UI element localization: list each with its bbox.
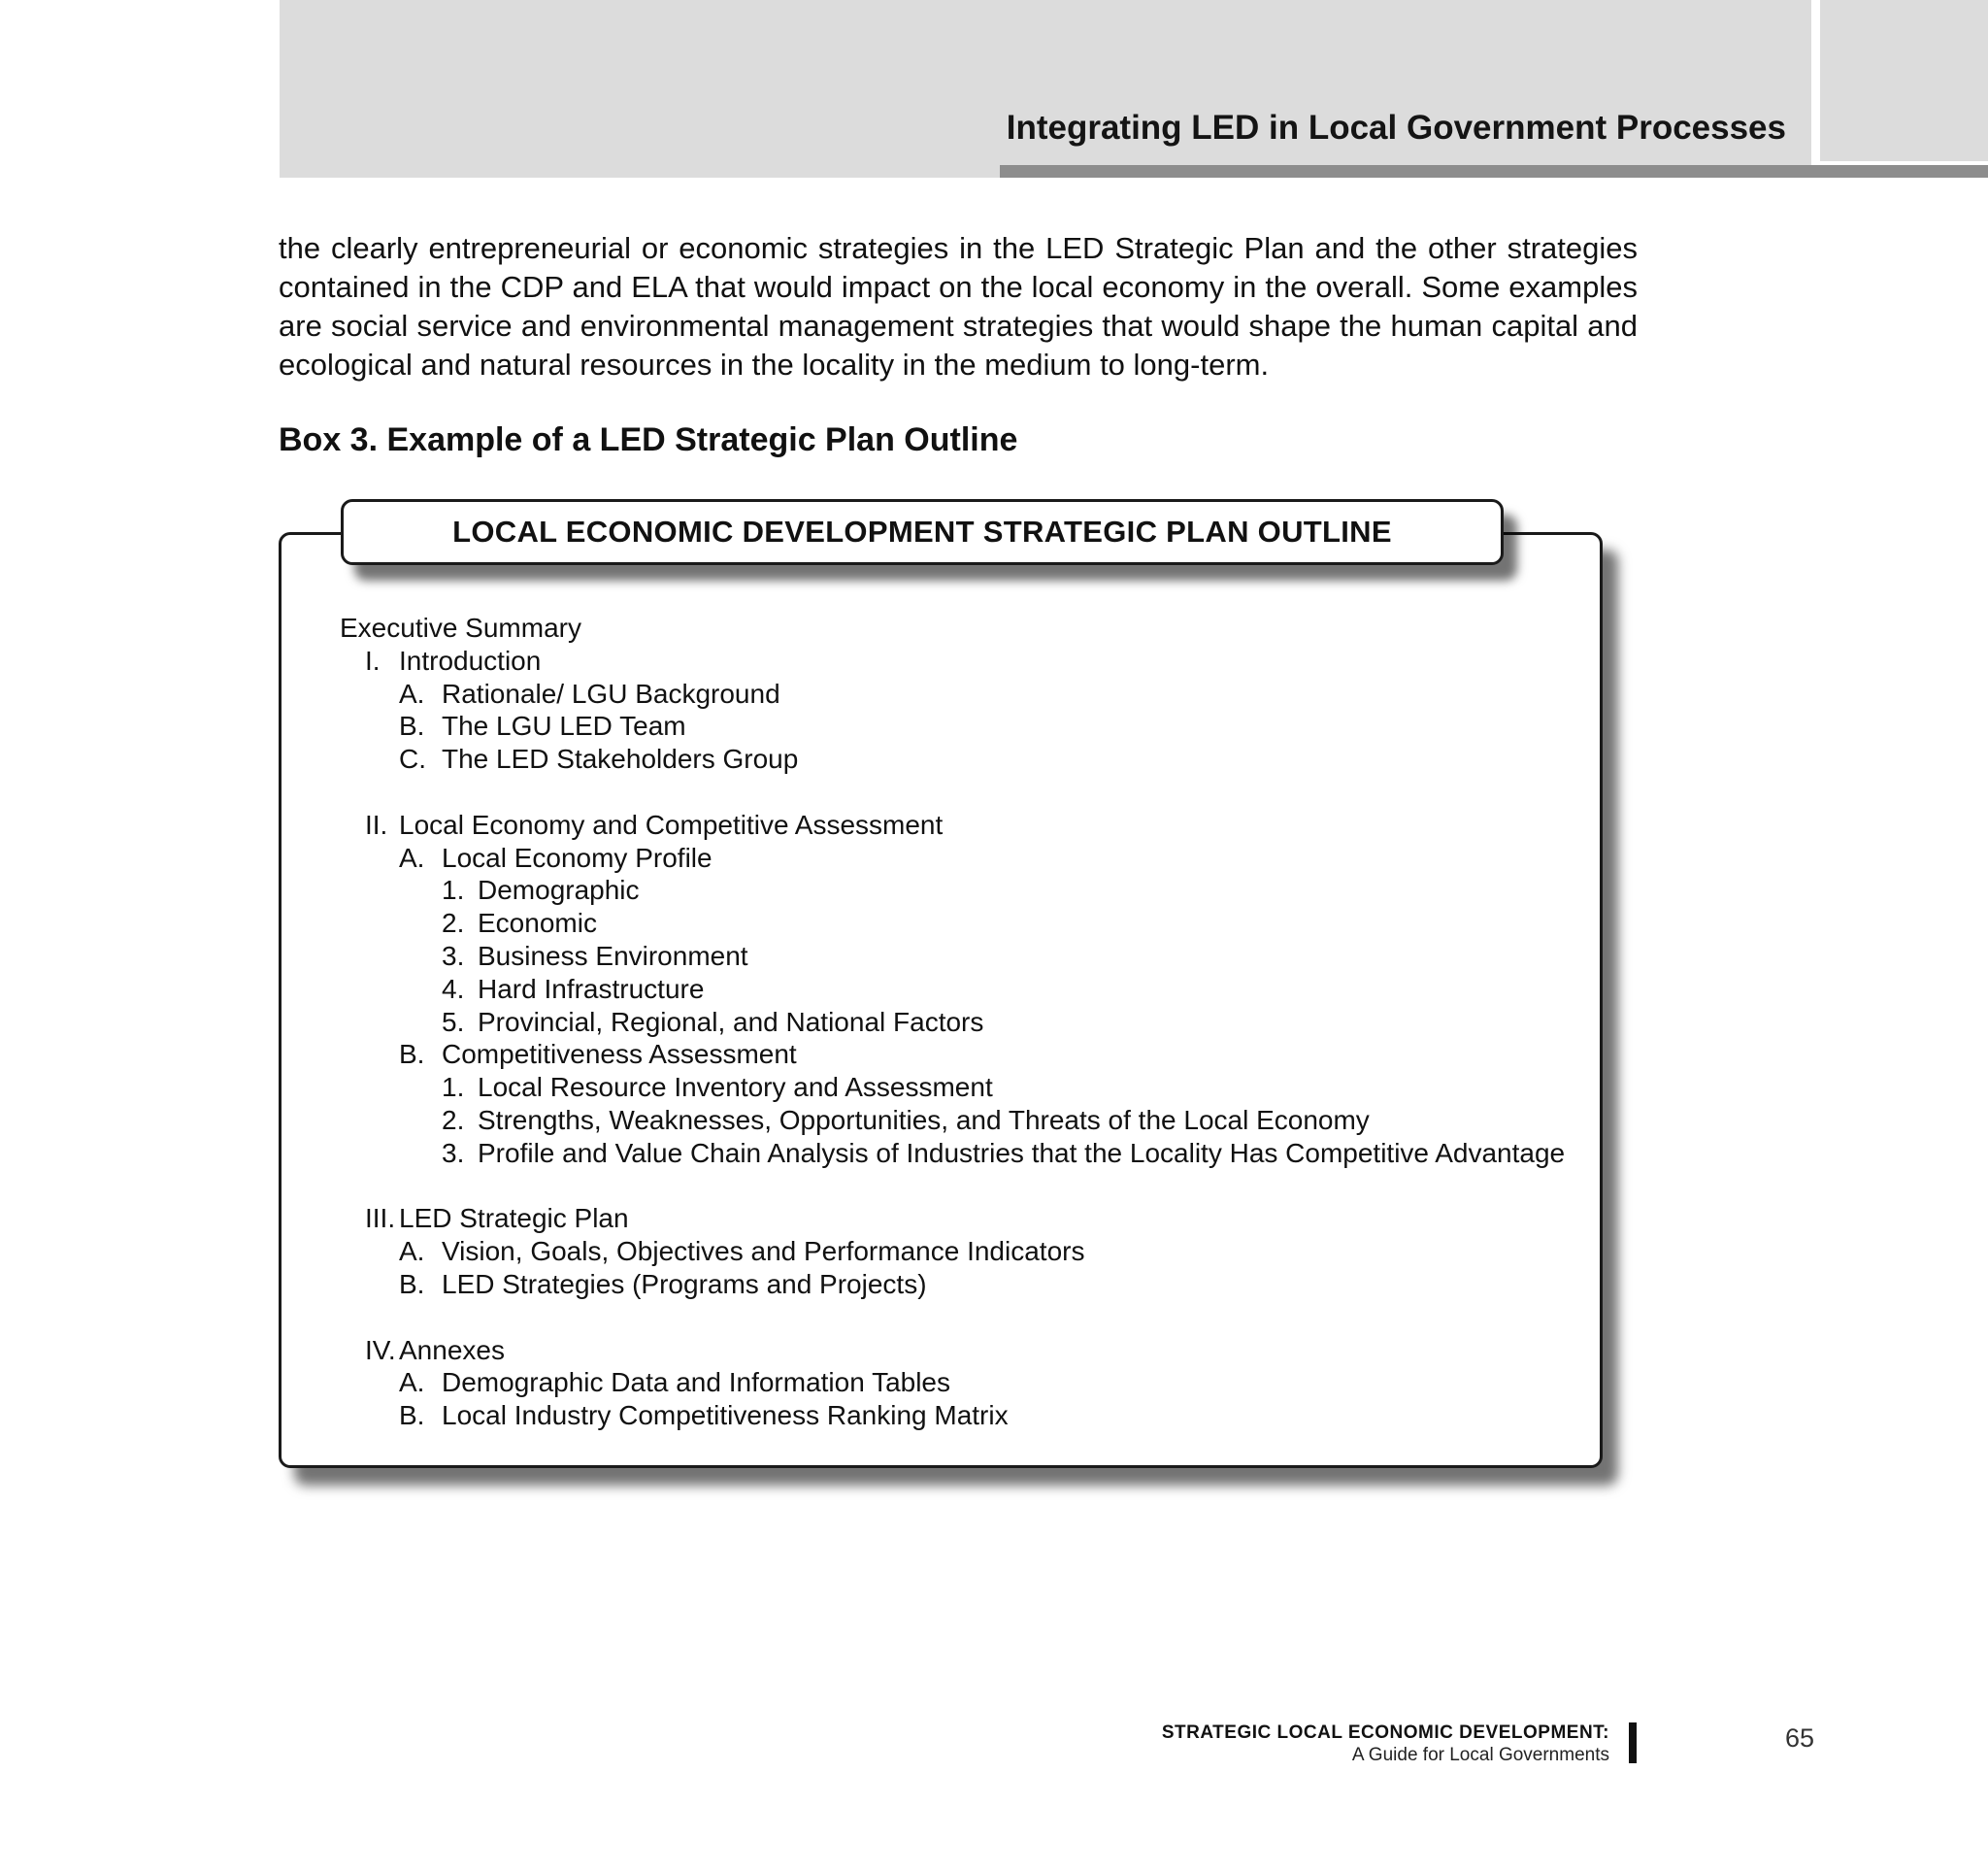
outline-item-number: A. [399, 842, 425, 873]
outline-item-number: A. [399, 678, 425, 709]
outline-item-number: III. [365, 1203, 396, 1234]
outline-item-text: Demographic [478, 875, 640, 906]
outline-item [340, 973, 1565, 1006]
outline-item-number: IV. [365, 1334, 396, 1365]
outline-item-number: 3. [442, 1137, 465, 1168]
outline-item-text: Executive Summary [340, 613, 581, 643]
outline-item-number: 4. [442, 973, 465, 1004]
outline-item [340, 907, 1565, 940]
outline-item [340, 842, 1565, 875]
outline-item [340, 1137, 1565, 1170]
header-rule [1000, 165, 1988, 178]
outline-item [340, 743, 1565, 776]
outline-item [340, 1104, 1565, 1137]
outline-item-number: 2. [442, 1104, 465, 1135]
outline-item-number: 3. [442, 940, 465, 971]
outline-item-number: II. [365, 809, 388, 840]
outline-item [340, 940, 1565, 973]
outline-item [340, 1071, 1565, 1104]
outline-item [340, 1235, 1565, 1268]
outline-item [340, 1202, 1565, 1235]
outline-item-text: Profile and Value Chain Analysis of Industries that the Locality Has Competitive Advantage [478, 1137, 1566, 1168]
outline-item-text: Introduction [399, 645, 542, 676]
outline-item-text: Rationale/ LGU Background [442, 678, 780, 709]
page-number: 65 [1785, 1723, 1815, 1753]
outline-item [340, 678, 1565, 711]
outline-item-text: Local Resource Inventory and Assessment [478, 1072, 993, 1103]
outline-item-text: Local Economy Profile [442, 842, 712, 873]
outline-item-number: 1. [442, 875, 465, 906]
outline-item [340, 1268, 1565, 1301]
outline-item-text: Hard Infrastructure [478, 973, 705, 1004]
box-caption: Box 3. Example of a LED Strategic Plan Outline [279, 421, 1018, 458]
outline-item-number: C. [399, 744, 426, 775]
outline-list [340, 612, 1565, 1432]
outline-item-text: Annexes [399, 1334, 505, 1365]
outline-item-text: Provincial, Regional, and National Factors [478, 1006, 984, 1037]
outline-item-text: Vision, Goals, Objectives and Performance Indicators [442, 1236, 1085, 1267]
outline-heading: LOCAL ECONOMIC DEVELOPMENT STRATEGIC PLAN OUTLINE [452, 515, 1392, 549]
outline-item [340, 612, 1565, 645]
header-band-right [1820, 0, 1988, 161]
outline-item-number: I. [365, 645, 381, 676]
outline-item [340, 874, 1565, 907]
outline-item-number: A. [399, 1236, 425, 1267]
outline-item-number: B. [399, 711, 425, 742]
header-band [280, 0, 1811, 178]
outline-item [340, 645, 1565, 678]
running-header-title: Integrating LED in Local Government Processes [1006, 109, 1786, 147]
outline-item-text: LED Strategies (Programs and Projects) [442, 1268, 927, 1299]
outline-item-text: Local Economy and Competitive Assessment [399, 809, 944, 840]
outline-item-text: The LGU LED Team [442, 711, 686, 742]
outline-item-number: B. [399, 1400, 425, 1431]
outline-item [340, 809, 1565, 842]
footer-divider [1629, 1722, 1637, 1763]
outline-item-number: 2. [442, 908, 465, 939]
footer-book-subtitle: A Guide for Local Governments [1351, 1745, 1609, 1765]
outline-item-text: LED Strategic Plan [399, 1203, 629, 1234]
outline-item-text: Business Environment [478, 940, 748, 971]
outline-item-number: B. [399, 1268, 425, 1299]
outline-item [340, 1334, 1565, 1367]
intro-paragraph: the clearly entrepreneurial or economic strategies in the LED Strategic Plan and the other strategies contained in the CDP and ELA that would impact on the local economy in the overall. Some examples are social service and environmental management strategies that would shape the human capital and ecological and natural resources in the locality in the medium to long-term. [279, 231, 1638, 382]
outline-item-text: Strengths, Weaknesses, Opportunities, and Threats of the Local Economy [478, 1104, 1370, 1135]
outline-item [340, 1038, 1565, 1071]
outline-item-text: The LED Stakeholders Group [442, 744, 799, 775]
footer-book-title: STRATEGIC LOCAL ECONOMIC DEVELOPMENT: [1161, 1722, 1609, 1743]
outline-item [340, 1399, 1565, 1432]
outline-item-text: Demographic Data and Information Tables [442, 1367, 951, 1398]
outline-item [340, 1006, 1565, 1039]
outline-item-number: 5. [442, 1006, 465, 1037]
outline-item-number: 1. [442, 1072, 465, 1103]
outline-item-text: Economic [478, 908, 597, 939]
outline-item-text: Competitiveness Assessment [442, 1039, 797, 1070]
outline-item [340, 710, 1565, 743]
outline-item-number: A. [399, 1367, 425, 1398]
outline-item [340, 1366, 1565, 1399]
outline-item-number: B. [399, 1039, 425, 1070]
outline-heading-tab [341, 499, 1504, 565]
outline-item-text: Local Industry Competitiveness Ranking Matrix [442, 1400, 1009, 1431]
